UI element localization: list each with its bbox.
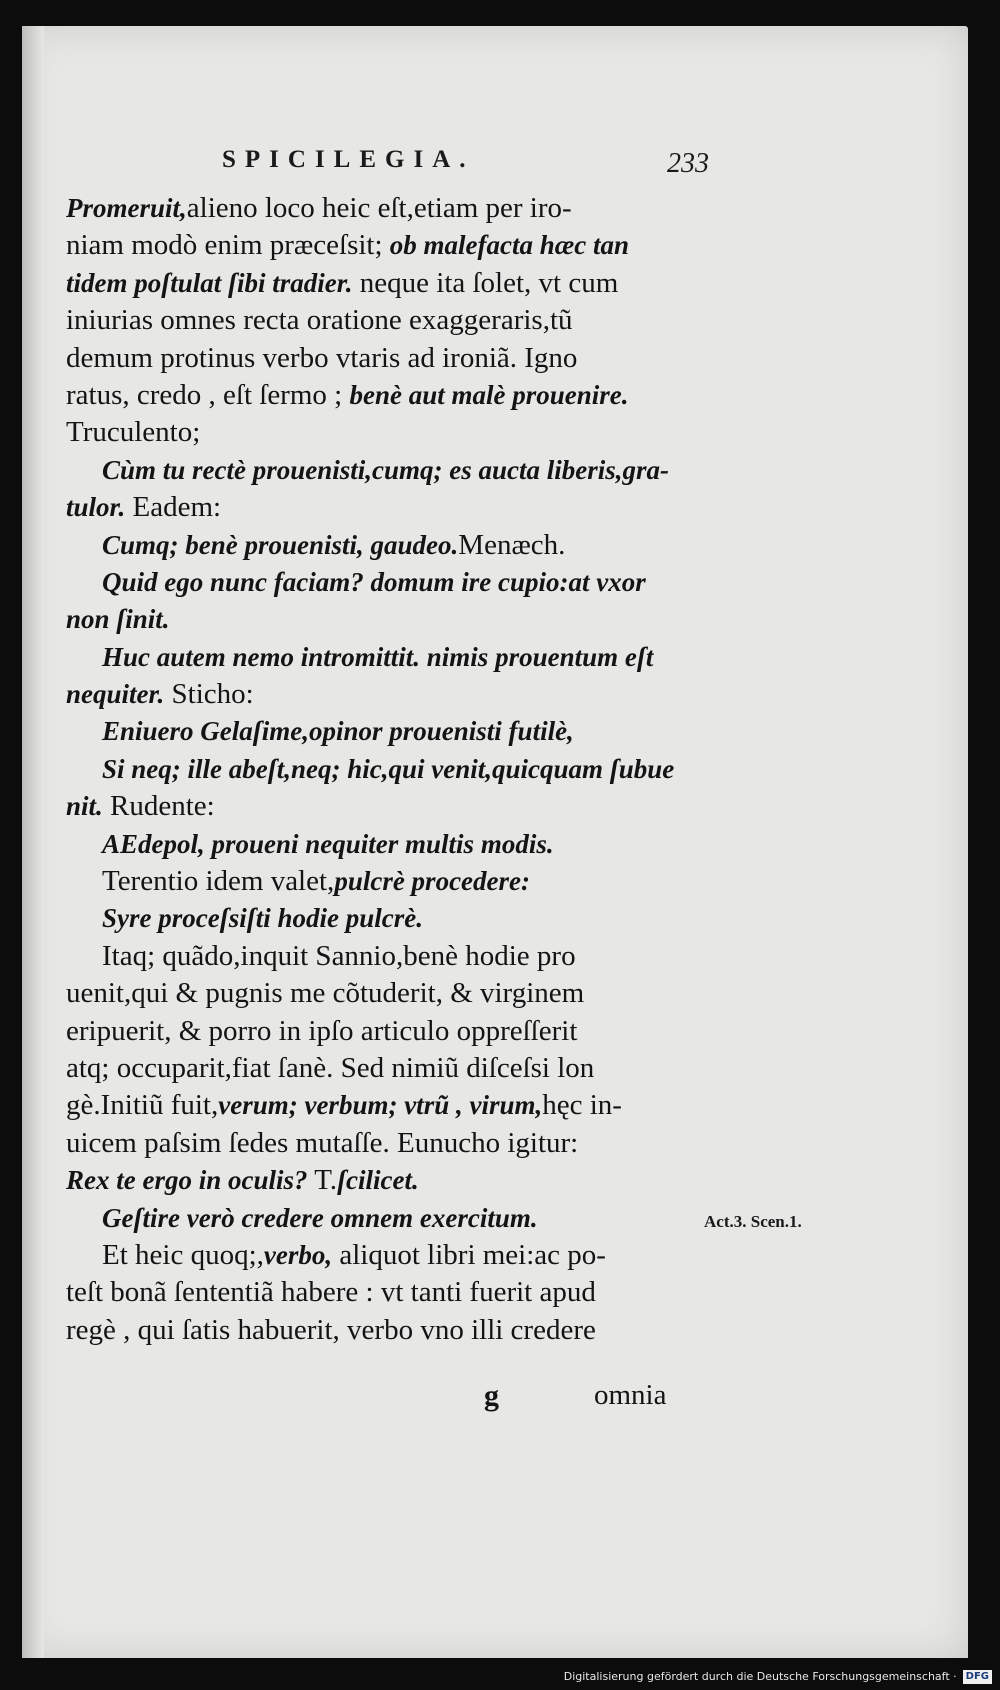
text-segment: ratus, credo , eſt ſermo ; bbox=[66, 378, 350, 411]
italic-quotation: verbo, bbox=[263, 1239, 333, 1270]
italic-quotation: Cumq; benè prouenisti, gaudeo. bbox=[102, 529, 459, 560]
italic-quotation: non ſinit. bbox=[66, 604, 170, 635]
italic-quotation: ſcilicet. bbox=[337, 1165, 419, 1196]
page-gutter bbox=[22, 26, 44, 1658]
text-segment: teſt bonã ſententiã habere : vt tanti fuerit apud bbox=[66, 1276, 596, 1309]
running-title: SPICILEGIA. bbox=[222, 146, 475, 173]
text-line bbox=[66, 377, 702, 414]
text-segment: aliquot libri mei:ac po- bbox=[332, 1238, 606, 1271]
text-line bbox=[66, 527, 702, 564]
body-text bbox=[66, 190, 702, 1349]
text-line bbox=[66, 190, 702, 227]
text-segment: Menæch. bbox=[458, 528, 566, 561]
text-line bbox=[66, 302, 702, 339]
text-line bbox=[66, 788, 702, 825]
text-segment: gè.Initiũ fuit, bbox=[66, 1089, 219, 1122]
text-segment: neque ita ſolet, vt cum bbox=[352, 266, 619, 299]
text-line bbox=[66, 1312, 702, 1349]
text-segment: regè , qui ſatis habuerit, verbo vno illi credere bbox=[66, 1313, 596, 1346]
signature-mark: g bbox=[484, 1379, 499, 1412]
text-segment: Eadem: bbox=[125, 491, 222, 524]
italic-quotation: verum; verbum; vtrũ , virum, bbox=[218, 1090, 543, 1121]
italic-quotation: Syre proceſsiſti hodie pulcrè. bbox=[102, 903, 423, 934]
page-number: 233 bbox=[667, 148, 709, 179]
text-line bbox=[66, 676, 702, 713]
catchword: omnia bbox=[594, 1379, 667, 1411]
text-line bbox=[66, 639, 702, 676]
text-line bbox=[66, 900, 702, 937]
italic-quotation: Quid ego nunc faciam? domum ire cupio:at vxor bbox=[102, 566, 646, 597]
italic-quotation: Geſtire verò credere omnem exercitum. bbox=[102, 1202, 538, 1233]
margin-note: Act.3. Scen.1. bbox=[704, 1212, 802, 1231]
text-segment: uicem paſsim ſedes mutaſſe. Eunucho igitur: bbox=[66, 1126, 579, 1159]
text-segment: Truculento; bbox=[66, 416, 201, 449]
text-segment: hęc in- bbox=[542, 1089, 622, 1122]
text-line bbox=[66, 340, 702, 377]
text-line bbox=[66, 1125, 702, 1162]
text-line bbox=[66, 452, 702, 489]
footer-credit bbox=[564, 1666, 992, 1688]
text-line bbox=[66, 713, 702, 750]
text-segment: demum protinus verbo vtaris ad ironiã. Igno bbox=[66, 341, 578, 374]
text-segment: uenit,qui & pugnis me cõtuderit, & virginem bbox=[66, 977, 585, 1010]
italic-quotation: ob malefacta hæc tan bbox=[389, 230, 630, 261]
text-segment: Sticho: bbox=[164, 678, 254, 711]
text-segment: eripuerit, & porro in ipſo articulo oppreſſerit bbox=[66, 1014, 578, 1047]
text-line bbox=[66, 1162, 702, 1199]
text-line bbox=[66, 863, 702, 900]
italic-quotation: pulcrè procedere: bbox=[334, 866, 530, 897]
text-line bbox=[66, 1087, 702, 1124]
text-segment: Et heic quoq;, bbox=[102, 1238, 264, 1271]
text-line bbox=[66, 601, 702, 638]
text-line bbox=[66, 751, 702, 788]
text-segment: Rudente: bbox=[102, 790, 215, 823]
italic-quotation: Si neq; ille abeſt,neq; hic,qui venit,quicquam ſubue bbox=[102, 753, 675, 784]
text-line bbox=[66, 227, 702, 264]
text-segment: atq; occuparit,fiat ſanè. Sed nimiũ diſceſsi lon bbox=[66, 1051, 595, 1084]
text-line bbox=[66, 826, 702, 863]
italic-quotation: Cùm tu rectè prouenisti,cumq; es aucta liberis,gra- bbox=[102, 454, 670, 485]
text-line bbox=[66, 1050, 702, 1087]
italic-quotation: nit. bbox=[66, 791, 103, 822]
text-segment: alieno loco heic eſt,etiam per iro- bbox=[186, 192, 572, 224]
text-line bbox=[66, 975, 702, 1012]
italic-quotation: Promeruit, bbox=[66, 193, 187, 223]
text-segment: T. bbox=[314, 1164, 338, 1197]
text-line bbox=[66, 564, 702, 601]
text-line bbox=[66, 265, 702, 302]
italic-quotation: Rex te ergo in oculis? bbox=[66, 1165, 315, 1196]
text-line bbox=[66, 1237, 702, 1274]
italic-quotation: benè aut malè prouenire. bbox=[349, 379, 629, 410]
text-line bbox=[66, 1200, 702, 1237]
italic-quotation: tidem poſtulat ſibi tradier. bbox=[66, 267, 353, 298]
footer-text: Digitalisierung gefördert durch die Deutsche Forschungsgemeinschaft · bbox=[563, 1670, 957, 1683]
italic-quotation: Eniuero Gelaſime,opinor prouenisti futilè, bbox=[102, 716, 574, 747]
book-page bbox=[22, 26, 968, 1658]
text-segment: Itaq; quãdo,inquit Sannio,benè hodie pro bbox=[102, 939, 576, 972]
text-line bbox=[66, 938, 702, 975]
text-segment: Terentio idem valet, bbox=[102, 865, 335, 898]
text-line bbox=[66, 489, 702, 526]
text-line bbox=[66, 414, 702, 451]
italic-quotation: tulor. bbox=[66, 492, 126, 523]
text-line bbox=[66, 1013, 702, 1050]
text-line bbox=[66, 1274, 702, 1311]
italic-quotation: AEdepol, proueni nequiter multis modis. bbox=[102, 828, 554, 859]
text-segment: iniurias omnes recta oratione exaggeraris,tũ bbox=[66, 304, 573, 337]
text-segment: niam modò enim præceſsit; bbox=[66, 229, 390, 262]
dfg-logo-icon: DFG bbox=[963, 1670, 992, 1684]
italic-quotation: Huc autem nemo intromittit. nimis prouentum eſt bbox=[102, 641, 654, 672]
italic-quotation: nequiter. bbox=[66, 679, 165, 710]
